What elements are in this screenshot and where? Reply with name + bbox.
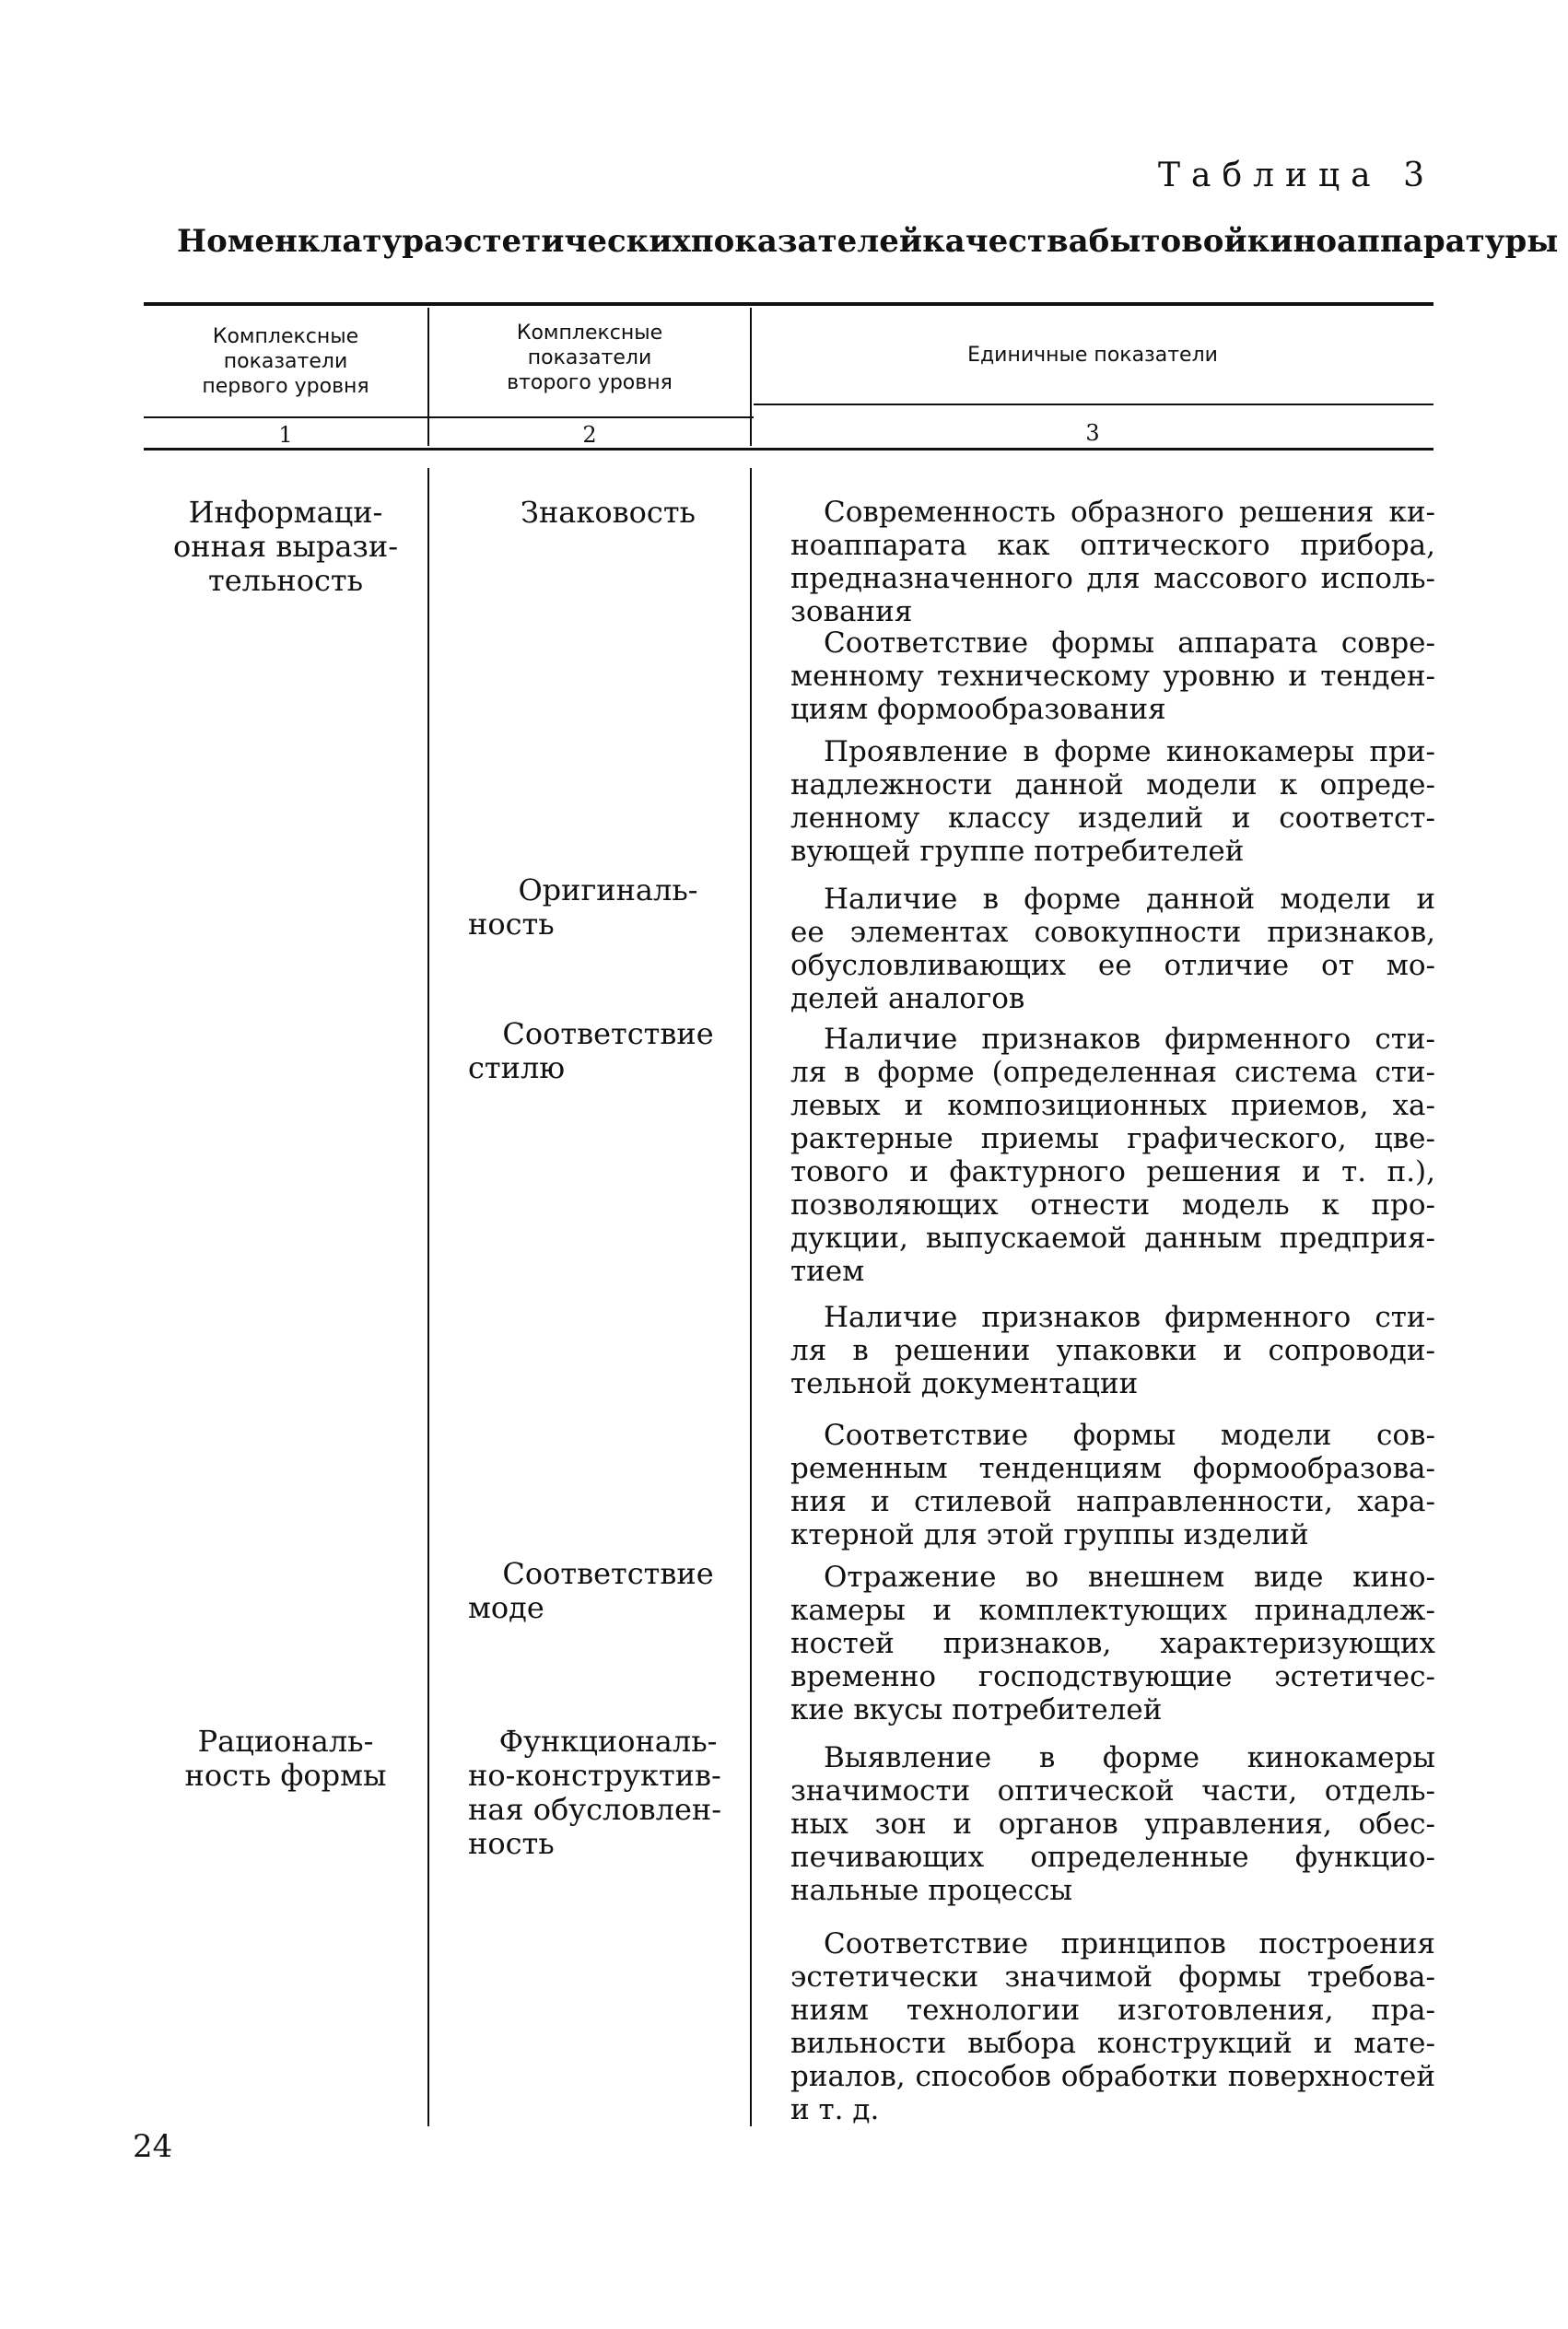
paragraph-line: зования xyxy=(790,595,913,628)
paragraph-line: обусловливающих ее отличие от мо- xyxy=(790,949,1435,982)
paragraph-line: ноаппарата как оптического прибора, xyxy=(790,529,1435,562)
paragraph-line: тового и фактурного решения и т. п.), xyxy=(790,1155,1435,1188)
paragraph-line: риалов, способов обработки поверхностей xyxy=(790,2060,1435,2093)
level2-fashion-conformity: Соответствие моде xyxy=(468,1556,714,1625)
paragraph-line: ленному классу изделий и соответст- xyxy=(790,802,1435,835)
paragraph-line: эстетически значимой формы требова- xyxy=(790,1960,1435,1994)
header-col3: Единичные показатели xyxy=(967,344,1218,367)
paragraph-line: делей аналогов xyxy=(790,982,1025,1015)
header-rule-col3 xyxy=(754,404,1433,405)
paragraph-line: Наличие признаков фирменного сти- xyxy=(824,1023,1435,1056)
unit-indicator-paragraph xyxy=(790,1741,1435,1907)
paragraph-line: ниям технологии изготовления, пра- xyxy=(790,1994,1435,2027)
unit-indicator-paragraph xyxy=(790,1301,1435,1400)
paragraph-line: нальные процессы xyxy=(790,1874,1073,1907)
paragraph-line: Современность образного решения ки- xyxy=(824,496,1435,529)
title-word: эстетических xyxy=(444,223,691,260)
paragraph-line: печивающих определенные функцио- xyxy=(790,1841,1435,1874)
unit-indicator-paragraph xyxy=(790,1419,1435,1551)
paragraph-line: левых и композиционных приемов, ха- xyxy=(790,1089,1435,1122)
paragraph-line: ностей признаков, характеризующих xyxy=(790,1627,1435,1660)
paragraph-line: Соответствие формы модели сов- xyxy=(824,1419,1435,1452)
paragraph-line: ния и стилевой направленности, хара- xyxy=(790,1485,1435,1518)
paragraph-line: ременным тенденциям формообразова- xyxy=(790,1452,1435,1485)
paragraph-line: Выявление в форме кинокамеры xyxy=(824,1741,1435,1774)
paragraph-line: значимости оптической части, отдель- xyxy=(790,1774,1435,1808)
unit-indicator-paragraph xyxy=(790,735,1435,868)
paragraph-line: тием xyxy=(790,1255,865,1288)
level1-form-rationality: Рациональ- ность формы xyxy=(184,1724,387,1793)
unit-indicator-paragraph xyxy=(790,626,1435,726)
paragraph-line: временно господствующие эстетичес- xyxy=(790,1660,1435,1693)
paragraph-line: предназначенного для массового исполь- xyxy=(790,562,1435,595)
unit-indicator-paragraph xyxy=(790,1561,1435,1726)
header-col1: Комплексные показатели первого уровня xyxy=(202,325,369,398)
paragraph-line: Проявление в форме кинокамеры при- xyxy=(824,735,1435,768)
paragraph-line: Отражение во внешнем виде кино- xyxy=(824,1561,1435,1594)
paragraph-line: дукции, выпускаемой данным предприя- xyxy=(790,1222,1435,1255)
title-word: показателей xyxy=(690,223,923,260)
paragraph-line: вильности выбора конструкций и мате- xyxy=(790,2027,1435,2060)
paragraph-line: кие вкусы потребителей xyxy=(790,1693,1163,1726)
table-title xyxy=(177,223,1559,260)
page-number: 24 xyxy=(133,2128,173,2165)
title-word: бытовой xyxy=(1088,223,1247,260)
paragraph-line: ее элементах совокупности признаков, xyxy=(790,916,1435,949)
paragraph-line: вующей группе потребителей xyxy=(790,835,1245,868)
paragraph-line: надлежности данной модели к опреде- xyxy=(790,768,1435,802)
col-number-2: 2 xyxy=(582,422,597,448)
level2-functional-structural: Функциональ- но-конструктив- ная обусловлен- ность xyxy=(468,1724,722,1861)
paragraph-line: ктерной для этой группы изделий xyxy=(790,1518,1309,1551)
paragraph-line: Наличие в форме данной модели и xyxy=(824,883,1435,916)
unit-indicator-paragraph xyxy=(790,1927,1435,2126)
paragraph-line: рактерные приемы графического, цве- xyxy=(790,1122,1435,1155)
level2-signness: Знаковость xyxy=(521,495,696,530)
unit-indicator-paragraph xyxy=(790,1023,1435,1288)
col-divider-1-body xyxy=(427,468,429,2126)
paragraph-line: циям формообразования xyxy=(790,693,1166,726)
paragraph-line: Соответствие принципов построения xyxy=(824,1927,1435,1960)
unit-indicator-paragraph xyxy=(790,496,1435,628)
col-number-1: 1 xyxy=(278,422,293,448)
header-rule-col12 xyxy=(144,416,754,418)
level2-originality: Оригиналь- ность xyxy=(468,872,698,942)
title-word: качества xyxy=(922,223,1089,260)
paragraph-line: Наличие признаков фирменного сти- xyxy=(824,1301,1435,1334)
paragraph-line: позволяющих отнести модель к про- xyxy=(790,1188,1435,1222)
numbers-rule xyxy=(144,448,1433,451)
paragraph-line: и т. д. xyxy=(790,2093,880,2126)
paragraph-line: ных зон и органов управления, обес- xyxy=(790,1808,1435,1841)
title-word: Номенклатура xyxy=(177,223,445,260)
col-divider-2-body xyxy=(750,468,752,2126)
col-number-3: 3 xyxy=(1085,420,1100,446)
title-word: киноаппаратуры xyxy=(1246,223,1559,260)
paragraph-line: ля в форме (определенная система сти- xyxy=(790,1056,1435,1089)
header-col2: Комплексные показатели второго уровня xyxy=(507,322,673,394)
paragraph-line: тельной документации xyxy=(790,1367,1139,1400)
level2-style-conformity: Соответствие стилю xyxy=(468,1016,714,1085)
table-label: Таблица 3 xyxy=(1158,157,1435,194)
paragraph-line: менному техническому уровню и тенден- xyxy=(790,660,1435,693)
unit-indicator-paragraph xyxy=(790,883,1435,1015)
table-top-rule xyxy=(144,302,1433,306)
paragraph-line: камеры и комплектующих принадлеж- xyxy=(790,1594,1435,1627)
paragraph-line: ля в решении упаковки и сопроводи- xyxy=(790,1334,1435,1367)
level1-informational-expressiveness: Информаци- онная вырази- тельность xyxy=(173,495,398,598)
paragraph-line: Соответствие формы аппарата совре- xyxy=(824,626,1435,660)
